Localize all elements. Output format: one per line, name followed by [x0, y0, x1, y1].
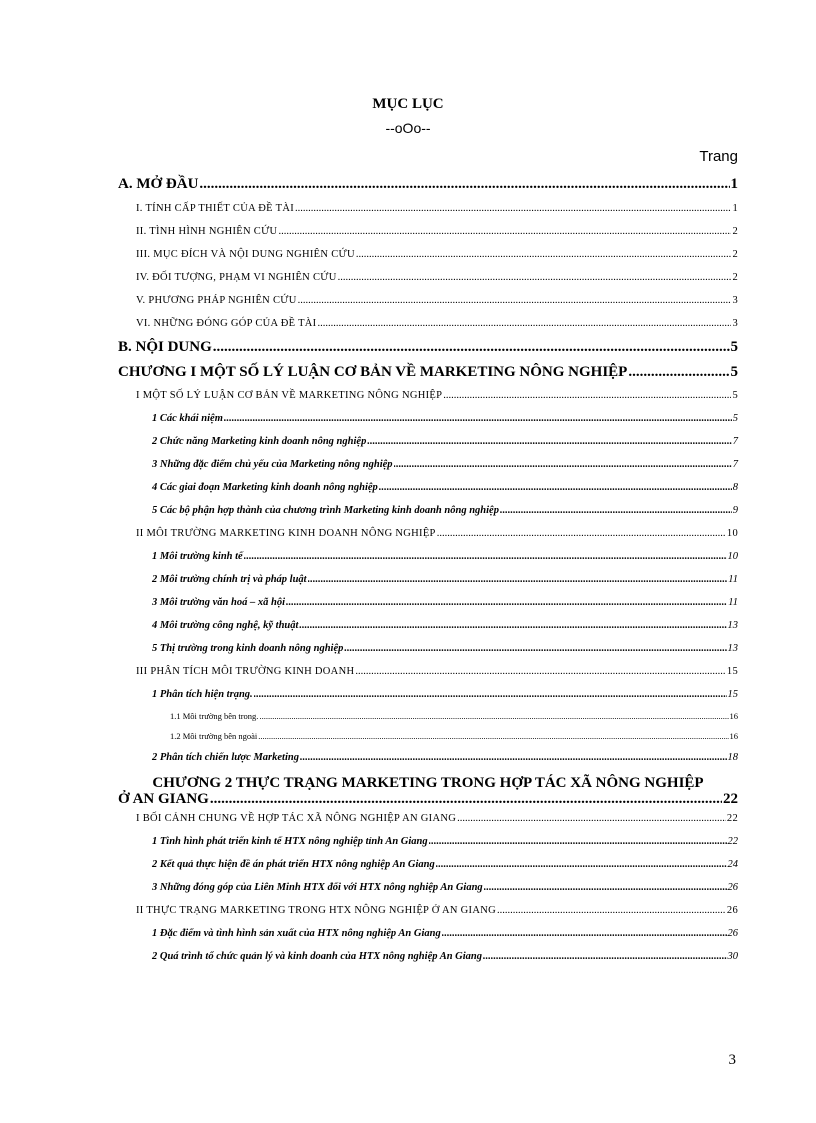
toc-entry-page: 22	[726, 813, 738, 824]
toc-entry[interactable]	[118, 220, 738, 243]
dot-leader	[484, 876, 727, 899]
dot-leader	[286, 591, 727, 614]
toc-entry[interactable]	[118, 922, 738, 945]
toc-entry-page: 18	[727, 752, 738, 763]
dot-leader	[356, 243, 732, 266]
dot-leader	[355, 660, 726, 683]
toc-entry[interactable]	[118, 899, 738, 922]
toc-entry-text: 5 Thị trường trong kinh doanh nông nghiệp	[152, 643, 344, 654]
toc-entry-text: III PHÂN TÍCH MÔI TRƯỜNG KINH DOANH	[136, 666, 355, 677]
toc-entry-page: 11	[728, 597, 738, 608]
page-column-label: Trang	[699, 148, 738, 165]
toc-title: MỤC LỤC	[372, 96, 444, 112]
toc-entry[interactable]	[118, 522, 738, 545]
toc-entry[interactable]	[118, 807, 738, 830]
dot-leader	[300, 746, 727, 769]
toc-entry-text: 4 Các giai đoạn Marketing kinh doanh nông nghiệp	[152, 482, 378, 493]
toc-entry[interactable]	[118, 545, 738, 568]
toc-entry[interactable]	[118, 289, 738, 312]
dot-leader	[497, 899, 726, 922]
toc-entry-text: 4 Môi trường công nghệ, kỹ thuật	[152, 620, 299, 631]
dot-leader	[317, 312, 731, 335]
toc-entry-text: I BỐI CẢNH CHUNG VỀ HỢP TÁC XÃ NÔNG NGHIỆP AN GIANG	[136, 813, 457, 824]
dot-leader	[394, 453, 732, 476]
toc-entry[interactable]	[118, 830, 738, 853]
toc-entry-text: 2 Quá trình tổ chức quản lý và kinh doanh của HTX nông nghiệp An Giang	[152, 951, 483, 962]
toc-entry-text: Ở AN GIANG	[118, 791, 209, 807]
dot-leader	[199, 172, 729, 197]
dot-leader	[429, 830, 727, 853]
toc-entry-text: 2 Kết quả thực hiện đề án phát triển HTX nông nghiệp An Giang	[152, 859, 435, 870]
toc-entry[interactable]	[118, 197, 738, 220]
toc-entry[interactable]	[118, 706, 738, 726]
toc-entry-a[interactable]	[118, 172, 738, 197]
toc-entry-page: 16	[729, 711, 738, 721]
toc-entry-page: 2	[732, 272, 738, 283]
toc-entry-text: II MÔI TRƯỜNG MARKETING KINH DOANH NÔNG NGHIỆP	[136, 528, 436, 539]
toc-entry-page: 26	[726, 905, 738, 916]
dot-leader	[379, 476, 732, 499]
toc-entry-text: II. TÌNH HÌNH NGHIÊN CỨU	[136, 226, 278, 237]
toc-entry-page: 5	[730, 364, 738, 380]
toc-entry[interactable]	[118, 384, 738, 407]
toc-entry-text: III. MỤC ĐÍCH VÀ NỘI DUNG NGHIÊN CỨU	[136, 249, 355, 260]
toc-entry-text: 3 Những đặc điểm chủ yếu của Marketing nông nghiệp	[152, 459, 393, 470]
toc-entry-text: 1 Các khái niệm	[152, 413, 223, 424]
toc-entry[interactable]	[118, 614, 738, 637]
toc-entry-text: CHƯƠNG I MỘT SỐ LÝ LUẬN CƠ BẢN VỀ MARKETING NÔNG NGHIỆP	[118, 364, 628, 380]
dot-leader	[367, 430, 731, 453]
toc-entry-page: 1	[730, 176, 738, 192]
toc-entry-page: 3	[732, 295, 738, 306]
toc-entry[interactable]	[118, 430, 738, 453]
toc-entry-line	[118, 791, 738, 807]
toc-entry-page: 2	[732, 249, 738, 260]
toc-entry-page: 15	[726, 666, 738, 677]
toc-entry-text: I MỘT SỐ LÝ LUẬN CƠ BẢN VỀ MARKETING NÔNG NGHIỆP	[136, 390, 443, 401]
toc-entry-page: 30	[727, 951, 738, 962]
toc-entry-text: 2 Chức năng Marketing kinh doanh nông nghiệp	[152, 436, 367, 447]
toc-entry-page: 10	[727, 551, 738, 562]
toc-entry-page: 10	[726, 528, 738, 539]
toc-entry[interactable]	[118, 568, 738, 591]
dot-leader	[298, 289, 732, 312]
toc-entry[interactable]	[118, 266, 738, 289]
toc-entry-text: 2 Môi trường chính trị và pháp luật	[152, 574, 307, 585]
toc-entry-page: 7	[732, 459, 738, 470]
toc-entry-text: 1 Đặc điểm và tình hình sản xuất của HTX nông nghiệp An Giang	[152, 928, 441, 939]
toc-entry[interactable]	[118, 945, 738, 968]
dot-leader	[483, 945, 726, 968]
toc-entry-text: VI. NHỮNG ĐÓNG GÓP CỦA ĐỀ TÀI	[136, 318, 317, 329]
toc-entry-text: 3 Những đóng góp của Liên Minh HTX đối với HTX nông nghiệp An Giang	[152, 882, 483, 893]
toc-entry[interactable]	[118, 876, 738, 899]
toc-entry-page: 7	[732, 436, 738, 447]
toc-entry-page: 26	[727, 882, 738, 893]
dot-leader	[259, 706, 728, 726]
toc-entry-page: 9	[732, 505, 738, 516]
toc-entry[interactable]	[118, 853, 738, 876]
dot-leader	[442, 922, 727, 945]
dot-leader	[344, 637, 726, 660]
toc-entry-page: 15	[727, 689, 738, 700]
toc-entry-text: V. PHƯƠNG PHÁP NGHIÊN CỨU	[136, 295, 297, 306]
page-number: 3	[728, 1052, 736, 1068]
dot-leader	[278, 220, 731, 243]
toc-entry-page: 5	[732, 390, 738, 401]
toc-entry[interactable]	[118, 312, 738, 335]
toc-entry[interactable]	[118, 453, 738, 476]
toc-entry-text: 1.1 Môi trường bên trong.	[170, 711, 259, 721]
dot-leader	[443, 384, 731, 407]
toc-entry[interactable]	[118, 683, 738, 706]
dot-leader	[308, 568, 728, 591]
toc-entry-text: 1 Tình hình phát triển kinh tế HTX nông nghiệp tỉnh An Giang	[152, 836, 428, 847]
dot-leader	[500, 499, 732, 522]
dot-leader	[213, 335, 730, 360]
toc-entry[interactable]	[118, 591, 738, 614]
dot-leader	[457, 807, 726, 830]
dot-leader	[628, 360, 729, 384]
toc-entry[interactable]	[118, 746, 738, 769]
toc-entry[interactable]	[118, 660, 738, 683]
dot-leader	[338, 266, 732, 289]
toc-entry-text: 1.2 Môi trường bên ngoài	[170, 731, 258, 741]
toc-entry-page: 22	[723, 791, 738, 807]
toc-entry-page: 8	[732, 482, 738, 493]
toc-entry-b[interactable]	[118, 335, 738, 360]
toc-entry[interactable]	[118, 476, 738, 499]
toc-entry[interactable]	[118, 407, 738, 430]
toc-entry-text: B. NỘI DUNG	[118, 339, 212, 355]
toc-entry-page: 5	[732, 413, 738, 424]
toc-entry[interactable]	[118, 243, 738, 266]
toc-entry-text: II THỰC TRẠNG MARKETING TRONG HTX NÔNG NGHIỆP Ở AN GIANG	[136, 905, 496, 916]
toc-entry-text: 1 Môi trường kinh tế	[152, 551, 243, 562]
toc-entry-text: 3 Môi trường văn hoá – xã hội	[152, 597, 285, 608]
dot-leader	[224, 407, 732, 430]
toc-entry-chapter-1[interactable]	[118, 360, 738, 384]
toc-entry-page: 5	[730, 339, 738, 355]
toc-entry-page: 16	[729, 731, 738, 741]
dot-leader	[295, 197, 731, 220]
toc-entry-page: 13	[727, 620, 738, 631]
toc-entry-page: 13	[727, 643, 738, 654]
toc-entry[interactable]	[118, 726, 738, 746]
toc-entry-page: 11	[728, 574, 738, 585]
toc-entry-text: CHƯƠNG 2 THỰC TRẠNG MARKETING TRONG HỢP TÁC XÃ NÔNG NGHIỆP	[152, 775, 704, 791]
dot-leader	[436, 853, 727, 876]
toc-entry-text: A. MỞ ĐẦU	[118, 176, 199, 192]
toc-entry[interactable]	[118, 637, 738, 660]
dot-leader	[254, 683, 727, 706]
dot-leader	[258, 726, 728, 746]
toc-entry[interactable]	[118, 499, 738, 522]
toc-entry-page: 24	[727, 859, 738, 870]
toc-entry-text: IV. ĐỐI TƯỢNG, PHẠM VI NGHIÊN CỨU	[136, 272, 337, 283]
toc-entry-text: 2 Phân tích chiến lược Marketing	[152, 752, 299, 763]
toc-entry-text: 1 Phân tích hiện trạng.	[152, 689, 253, 700]
toc-entry-page: 26	[727, 928, 738, 939]
toc-entry-page: 22	[727, 836, 738, 847]
dot-leader	[299, 614, 726, 637]
dot-leader	[210, 791, 722, 807]
toc-entry-text: I. TÍNH CẤP THIẾT CỦA ĐỀ TÀI	[136, 203, 295, 214]
toc-entry-page: 1	[732, 203, 738, 214]
dot-leader	[437, 522, 726, 545]
toc-entry-chapter-2[interactable]	[118, 769, 738, 807]
table-of-contents	[118, 172, 738, 968]
toc-entry-page: 2	[732, 226, 738, 237]
toc-entry-text: 5 Các bộ phận hợp thành của chương trình Marketing kinh doanh nông nghiệp	[152, 505, 499, 516]
dot-leader	[244, 545, 727, 568]
toc-subtitle: --oOo--	[385, 120, 431, 136]
toc-entry-page: 3	[732, 318, 738, 329]
